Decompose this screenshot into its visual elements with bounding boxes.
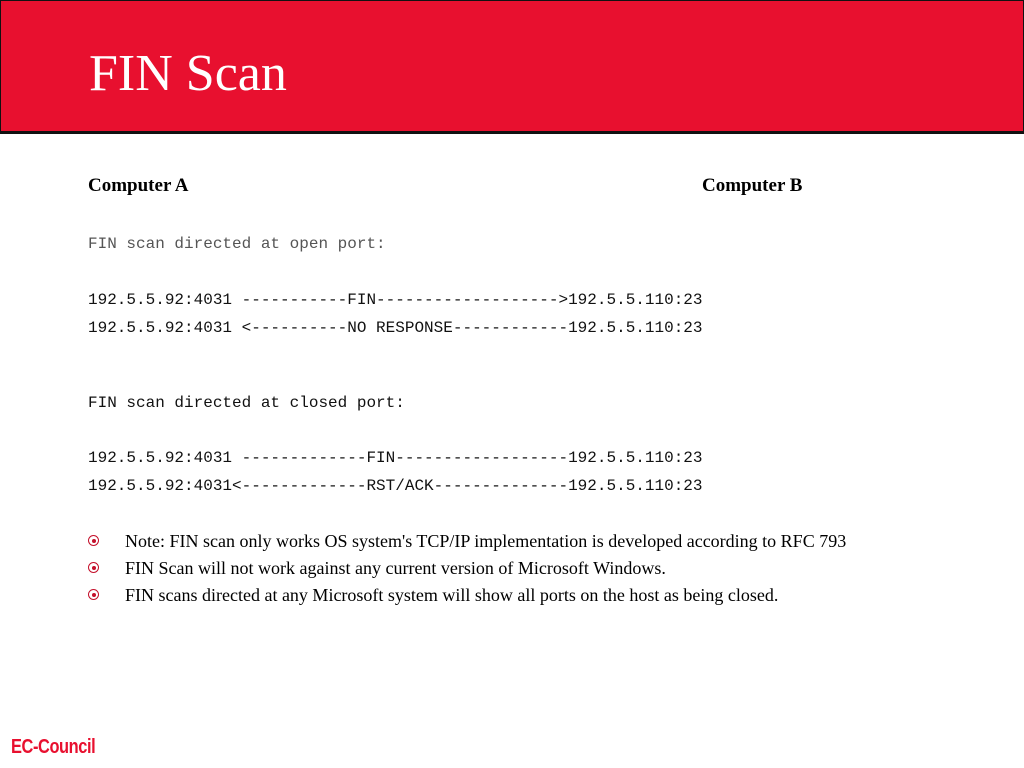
circle-dot-icon [88,535,99,546]
closed-port-label: FIN scan directed at closed port: [88,394,405,412]
closed-port-line-rst: 192.5.5.92:4031<-------------RST/ACK--------------192.5.5.110:23 [88,477,703,495]
open-port-line-response: 192.5.5.92:4031 <----------NO RESPONSE------------192.5.5.110:23 [88,319,703,337]
computer-a-heading: Computer A [88,175,189,196]
open-port-label: FIN scan directed at open port: [88,235,386,253]
bullet-text: FIN Scan will not work against any current version of Microsoft Windows. [125,558,666,578]
bullet-text: Note: FIN scan only works OS system's TCP/IP implementation is developed according to RFC 793 [125,531,847,551]
circle-dot-icon [88,562,99,573]
circle-dot-icon [88,589,99,600]
open-port-line-fin: 192.5.5.92:4031 -----------FIN------------------->192.5.5.110:23 [88,291,703,309]
ec-council-logo: EC-Council [11,736,96,758]
slide-title: FIN Scan [89,45,287,102]
computer-b-heading: Computer B [702,175,803,196]
bullet-text: FIN scans directed at any Microsoft system will show all ports on the host as being closed. [125,585,779,605]
closed-port-line-fin: 192.5.5.92:4031 -------------FIN------------------192.5.5.110:23 [88,449,703,467]
title-bar [0,0,1024,134]
